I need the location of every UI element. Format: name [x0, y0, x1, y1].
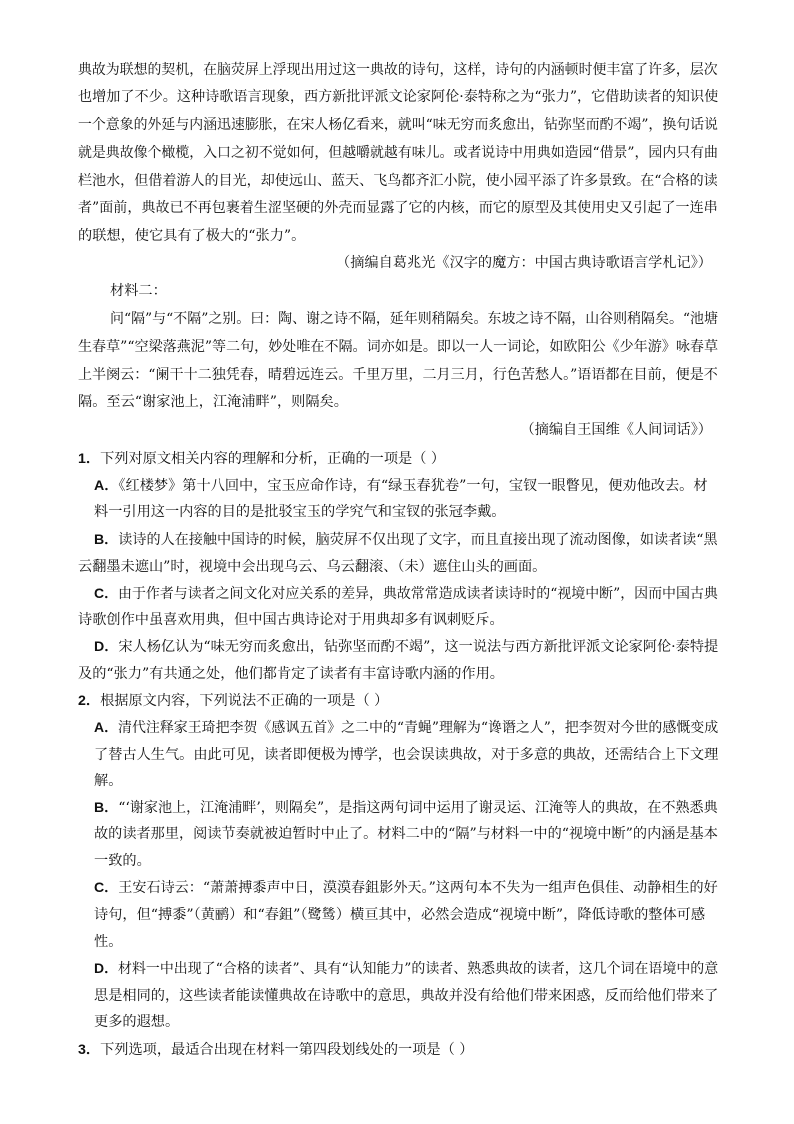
option-2c-cont: 诗句，但“搏黍”（黄鹂）和“春鉏”（鹭鸶）横亘其中，必然会造成“视境中断”，降低诗歌的整体可感 [94, 907, 706, 923]
option-letter: A． [94, 720, 119, 736]
passage2-line: 生春草”“空梁落燕泥”等二句，妙处唯在不隔。词亦如是。即以一人一词论，如欧阳公《少年游》咏春草 [78, 339, 719, 355]
passage1-line: 也增加了不少。这种诗歌语言现象，西方新批评派文论家阿伦·泰特称之为“张力”，它借助读者的知识使 [78, 89, 719, 105]
question-number: 3． [78, 1042, 101, 1058]
passage2-line: 问“隔”与“不隔”之别。曰：陶、谢之诗不隔，延年则稍隔矣。东坡之诗不隔，山谷则稍隔矣。“池塘 [110, 311, 718, 327]
passage2-line: 上半阕云：“阑干十二独凭春，晴碧远连云。千里万里，二月三月，行色苦愁人。”语语都在目前，便是不 [78, 367, 718, 383]
option-1a-cont: 料一引用这一内容的目的是批驳宝玉的学究气和宝钗的张冠李戴。 [94, 504, 506, 520]
passage1-line: 栏池水，但借着游人的目光，却使远山、蓝天、飞鸟都齐汇小院，使小园平添了许多景致。在“合格的读 [78, 173, 718, 189]
option-2d-cont: 思是相同的，这些读者能读懂典故在诗歌中的意思，典故并没有给他们带来困惑，反而给他们带来了 [94, 988, 719, 1004]
question-1-stem [78, 449, 445, 469]
passage2-source: （摘编自王国维《人间词话》） [520, 422, 712, 438]
option-2c-cont: 性。 [94, 934, 123, 950]
question-number: 1． [78, 451, 101, 467]
option-2a-cont: 解。 [94, 773, 123, 789]
question-3-stem [78, 1040, 473, 1060]
passage1-line: 典故为联想的契机，在脑荧屏上浮现出用过这一典故的诗句，这样，诗句的内涵顿时便丰富了许多，层次 [78, 62, 718, 78]
question-text: 根据原文内容，下列说法不正确的一项是（ ） [100, 693, 389, 709]
option-letter: D． [94, 639, 119, 655]
option-text: 清代注释家王琦把李贺《感讽五首》之二中的“青蝇”理解为“谗谮之人”，把李贺对今世的感慨变成 [118, 720, 719, 736]
passage1-line: 就是典故像个橄榄，入口之初不觉如何，但越嚼就越有味儿。或者说诗中用典如造园“借景”，园内只有曲 [78, 145, 718, 161]
passage1-line: 者”面前，典故已不再包裹着生涩坚硬的外壳而显露了它的内核，而它的原型及其使用史又引起了一连串 [78, 200, 718, 216]
option-1d-cont: 及的“张力”有共通之处，他们都肯定了读者有丰富诗歌内涵的作用。 [78, 666, 504, 682]
question-number: 2． [78, 693, 101, 709]
option-2c [94, 878, 718, 898]
option-1b-cont: 云翻墨未遮山”时，视境中会出现乌云、乌云翻滚、（未）遮住山头的画面。 [78, 559, 547, 575]
option-2d-cont: 更多的遐想。 [94, 1014, 180, 1030]
option-text: 王安石诗云：“萧萧搏黍声中日，漠漠春鉏影外天。”这两句本不失为一组声色俱佳、动静相生的好 [118, 880, 718, 896]
option-letter: A． [94, 478, 119, 494]
option-letter: B． [94, 800, 119, 816]
question-text: 下列对原文相关内容的理解和分析，正确的一项是（ ） [100, 451, 446, 467]
option-2a [94, 718, 718, 738]
option-1c-cont: 诗歌创作中虽喜欢用典，但中国古典诗论对于用典却多有讽刺贬斥。 [78, 612, 504, 628]
passage1-source: （摘编自葛兆光《汉字的魔方：中国古典诗歌语言学札记》） [336, 255, 712, 271]
question-text: 下列选项，最适合出现在材料一第四段划线处的一项是（ ） [100, 1042, 474, 1058]
option-letter: D． [94, 961, 119, 977]
option-2d [94, 959, 718, 979]
option-text: 材料一中出现了“合格的读者”、具有“认知能力”的读者、熟悉典故的读者，这几个词在语境中的意 [118, 961, 719, 977]
option-text: 宋人杨亿认为“味无穷而炙愈出，钻弥坚而酌不竭”，这一说法与西方新批评派文论家阿伦·泰特提 [118, 639, 719, 655]
option-1b [94, 530, 718, 550]
option-2b [94, 798, 718, 818]
option-text: 《红楼梦》第十八回中，宝玉应命作诗，有“绿玉春犹卷”一句，宝钗一眼瞥见，便劝他改去。材 [118, 478, 708, 494]
passage1-line: 的联想，使它具有了极大的“张力”。 [78, 228, 306, 244]
option-2b-cont: 故的读者那里，阅读节奏就被迫暂时中止了。材料二中的“隔”与材料一中的“视境中断”的内涵是基本 [94, 826, 718, 842]
option-1a [94, 476, 708, 496]
option-letter: C． [94, 880, 119, 896]
passage2-heading: 材料二： [110, 283, 167, 299]
option-text: 读诗的人在接触中国诗的时候，脑荧屏不仅出现了文字，而且直接出现了流动图像，如读者读“黑 [118, 532, 718, 548]
option-letter: C． [94, 586, 119, 602]
passage2-line: 隔。至云“谢家池上，江淹浦畔”，则隔矣。 [78, 394, 348, 410]
option-text: 由于作者与读者之间文化对应关系的差异，典故常常造成读者读诗时的“视境中断”，因而中国古典 [118, 586, 718, 602]
option-letter: B． [94, 532, 119, 548]
passage1-line: 一个意象的外延与内涵迅速膨胀，在宋人杨亿看来，就叫“味无穷而炙愈出，钻弥坚而酌不竭”，换句话说 [78, 117, 718, 133]
option-1c [94, 584, 718, 604]
option-2b-cont: 一致的。 [94, 853, 151, 869]
option-text: “‘谢家池上，江淹浦畔’，则隔矣”，是指这两句词中运用了谢灵运、江淹等人的典故，在不熟悉典 [118, 800, 718, 816]
option-2a-cont: 了替古人生气。由此可见，读者即便极为博学，也会误读典故，对于多意的典故，还需结合上下文理 [94, 747, 719, 763]
question-2-stem [78, 691, 388, 711]
option-1d [94, 637, 718, 657]
